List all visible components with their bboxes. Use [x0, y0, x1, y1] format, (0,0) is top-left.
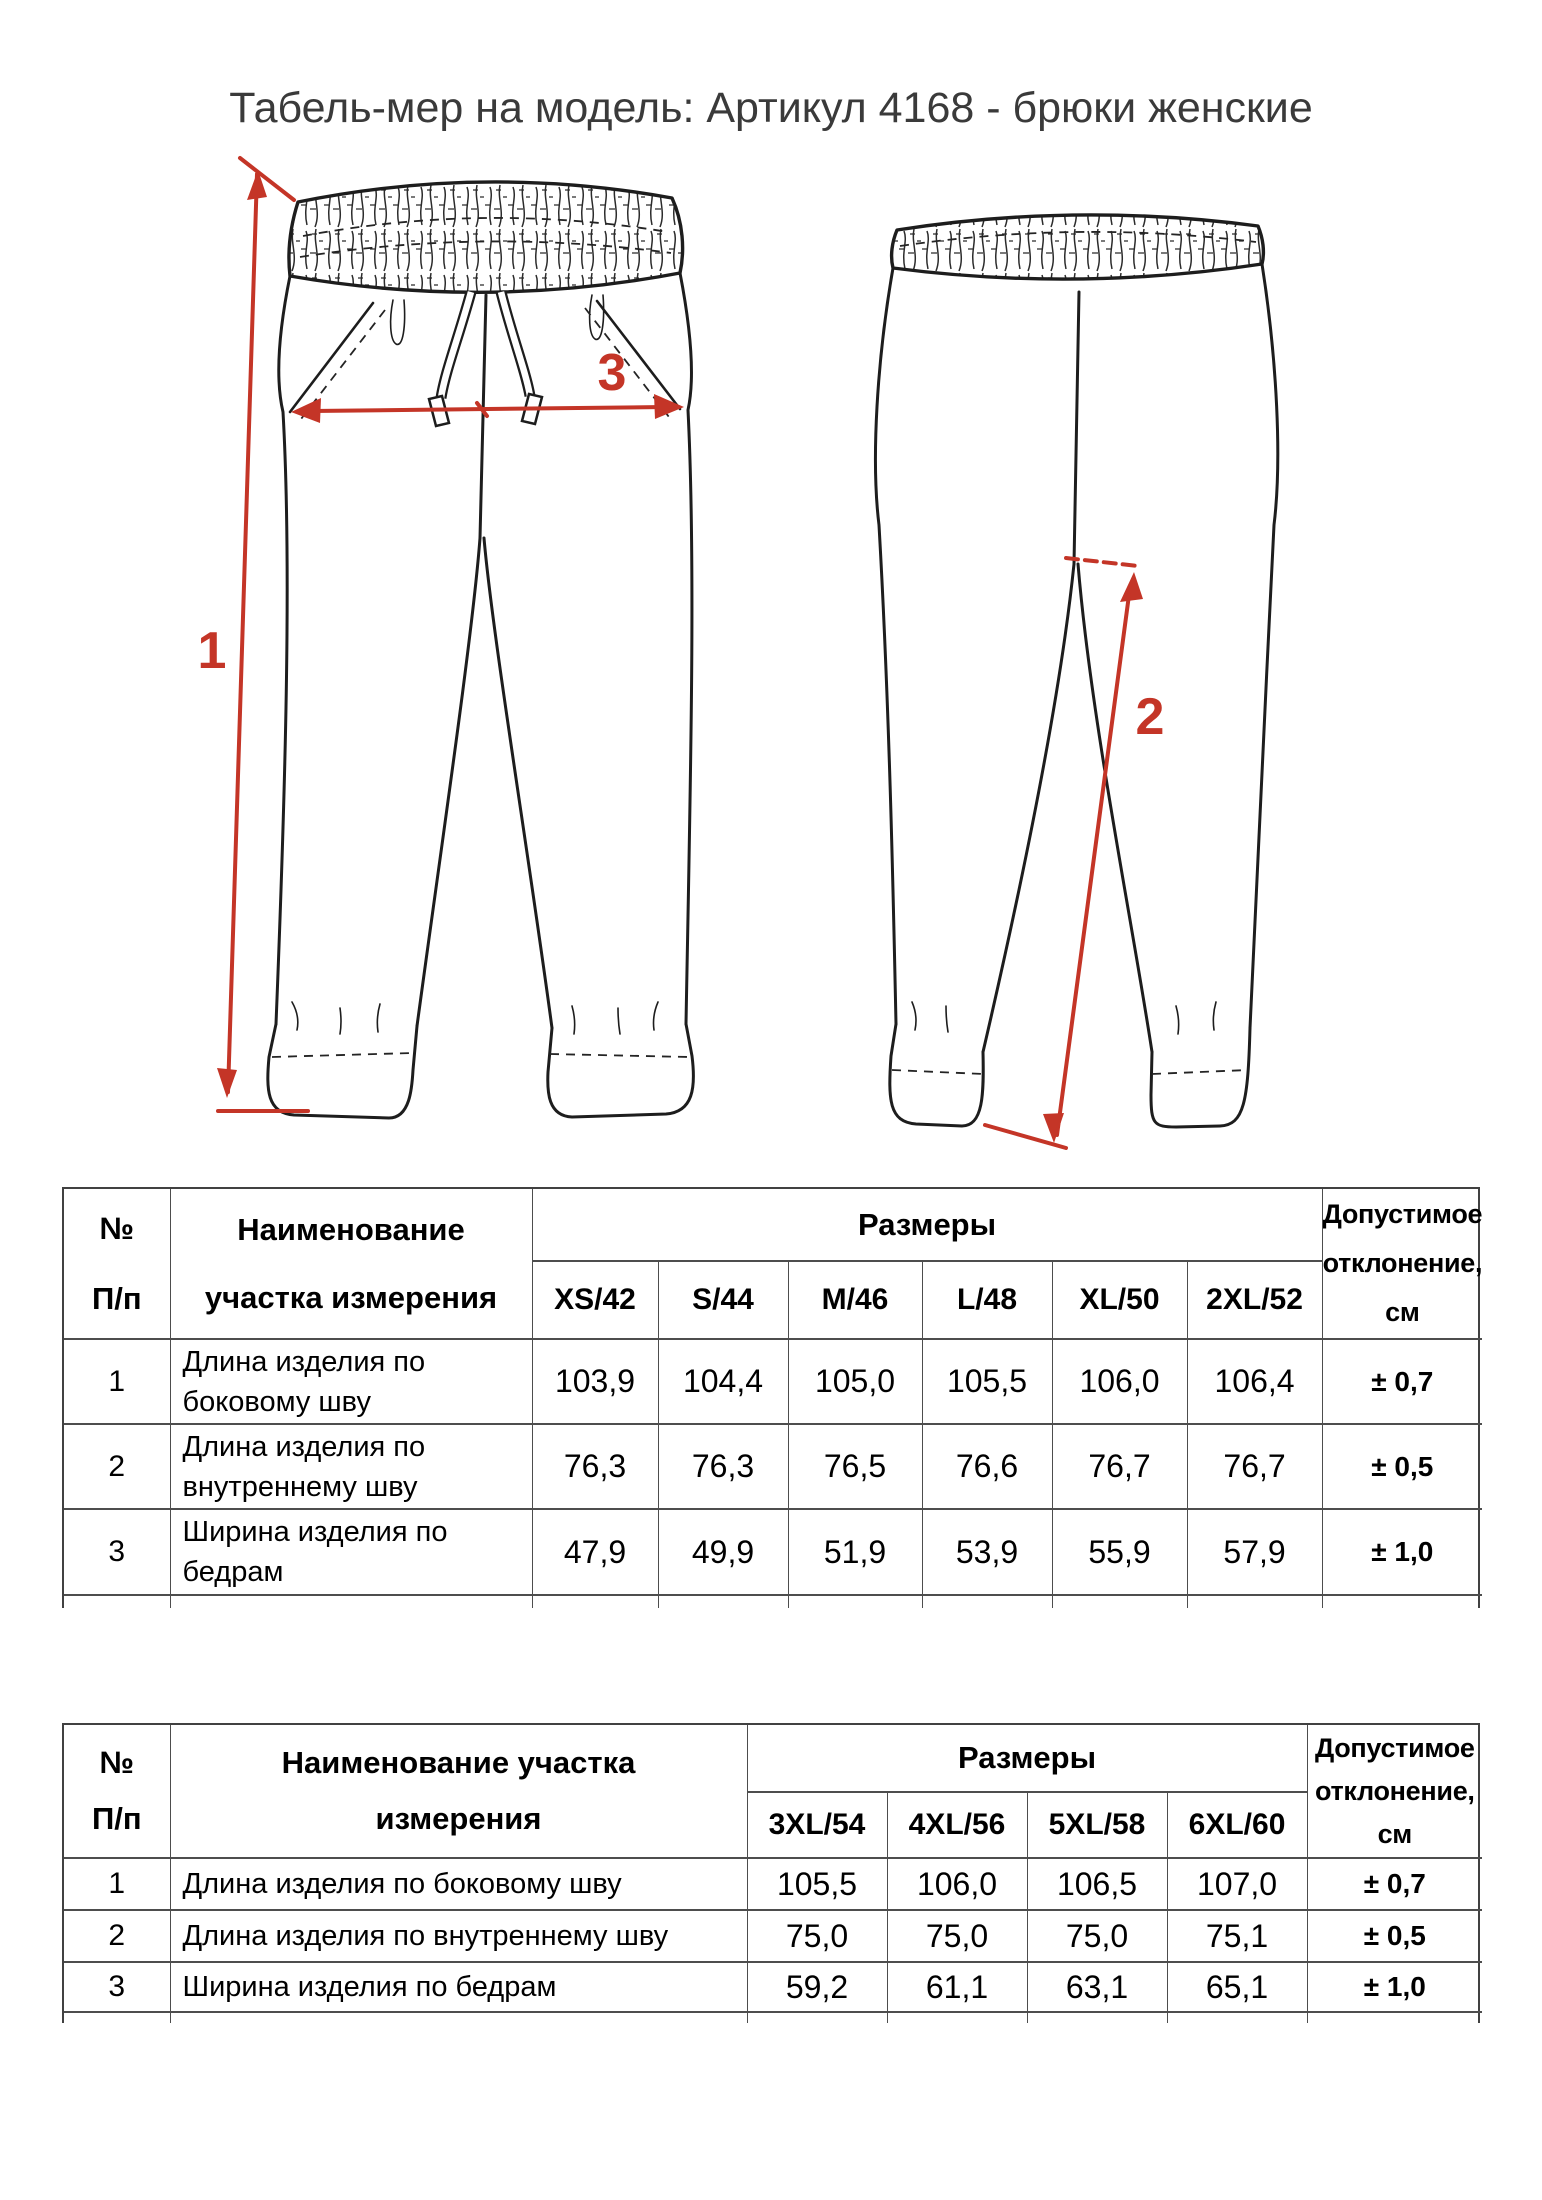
- value-cell: 59,2: [747, 1962, 887, 2012]
- size-table-large-sizes: [62, 1723, 1480, 2023]
- value-cell: 105,5: [922, 1339, 1052, 1424]
- value-cell: 63,1: [1027, 1962, 1167, 2012]
- value-cell: 106,4: [1187, 1339, 1322, 1424]
- row-number: 2: [64, 1424, 170, 1509]
- measurement-name: Ширина изделия по бедрам: [170, 1962, 747, 2012]
- size-table-small-sizes: [62, 1187, 1483, 1608]
- front-waistband: [289, 182, 683, 292]
- belt-loop: [391, 300, 405, 344]
- value-cell: 65,1: [1167, 1962, 1307, 2012]
- value-cell: 76,3: [532, 1424, 658, 1509]
- value-cell: 76,7: [1052, 1424, 1187, 1509]
- size-header: 6XL/60: [1167, 1792, 1307, 1858]
- column-header-tolerance: Допустимое отклонение, см: [1307, 1725, 1482, 1858]
- row-number: 1: [64, 1858, 170, 1910]
- size-header: L/48: [922, 1261, 1052, 1339]
- value-cell: 75,0: [1027, 1910, 1167, 1962]
- value-cell: 76,3: [658, 1424, 788, 1509]
- value-cell: 105,5: [747, 1858, 887, 1910]
- sizes-group-header: Размеры: [747, 1725, 1307, 1792]
- page-title: Табель-мер на модель: Артикул 4168 - брюки женские: [229, 84, 1313, 132]
- value-cell: 61,1: [887, 1962, 1027, 2012]
- value-cell: 55,9: [1052, 1509, 1187, 1595]
- value-cell: 47,9: [532, 1509, 658, 1595]
- measurement-name: Длина изделия по внутреннему шву: [170, 1910, 747, 1962]
- table-row: [64, 1962, 1482, 2012]
- value-cell: 103,9: [532, 1339, 658, 1424]
- value-cell: 76,6: [922, 1424, 1052, 1509]
- value-cell: 105,0: [788, 1339, 922, 1424]
- measurement-arrow-3: [291, 344, 684, 423]
- value-cell: 49,9: [658, 1509, 788, 1595]
- size-header: 3XL/54: [747, 1792, 887, 1858]
- value-cell: 57,9: [1187, 1509, 1322, 1595]
- tolerance-cell: ± 1,0: [1322, 1509, 1482, 1595]
- value-cell: 75,0: [887, 1910, 1027, 1962]
- table-bottom-sliver: [64, 1595, 1482, 1608]
- tolerance-cell: ± 0,5: [1322, 1424, 1482, 1509]
- value-cell: 106,5: [1027, 1858, 1167, 1910]
- size-header: XL/50: [1052, 1261, 1187, 1339]
- size-header: 5XL/58: [1027, 1792, 1167, 1858]
- garment-technical-drawing: [140, 140, 1420, 1150]
- table-row: [64, 1339, 1482, 1424]
- measurement-arrow-2: [985, 558, 1164, 1148]
- measurement-name: Длина изделия по внутреннему шву: [170, 1424, 532, 1509]
- tolerance-cell: ± 0,7: [1307, 1858, 1482, 1910]
- back-waistband: [892, 215, 1264, 279]
- value-cell: 106,0: [1052, 1339, 1187, 1424]
- table-row: [64, 1424, 1482, 1509]
- column-header-tolerance: Допустимое отклонение, см: [1322, 1189, 1482, 1339]
- arrow-2-label: 2: [1135, 688, 1165, 746]
- table-row: [64, 1910, 1482, 1962]
- tolerance-cell: ± 0,7: [1322, 1339, 1482, 1424]
- column-header-number: № П/п: [64, 1725, 170, 1858]
- back-right-cuff: [1151, 1002, 1250, 1127]
- value-cell: 51,9: [788, 1509, 922, 1595]
- table-bottom-sliver: [64, 2012, 1482, 2023]
- tolerance-cell: ± 0,5: [1307, 1910, 1482, 1962]
- value-cell: 106,0: [887, 1858, 1027, 1910]
- row-number: 3: [64, 1509, 170, 1595]
- row-number: 1: [64, 1339, 170, 1424]
- tolerance-cell: ± 1,0: [1307, 1962, 1482, 2012]
- value-cell: 76,5: [788, 1424, 922, 1509]
- sizes-group-header: Размеры: [532, 1189, 1322, 1261]
- size-header: XS/42: [532, 1261, 658, 1339]
- measurement-name: Длина изделия по боковому шву: [170, 1339, 532, 1424]
- size-header: 2XL/52: [1187, 1261, 1322, 1339]
- measurement-name: Ширина изделия по бедрам: [170, 1509, 532, 1595]
- size-header: S/44: [658, 1261, 788, 1339]
- arrow-1-label: 1: [197, 622, 227, 680]
- value-cell: 75,1: [1167, 1910, 1307, 1962]
- measurement-arrow-1: [198, 158, 308, 1111]
- back-left-cuff: [890, 1002, 983, 1126]
- arrow-3-label: 3: [597, 344, 627, 402]
- value-cell: 76,7: [1187, 1424, 1322, 1509]
- back-view-drawing: [875, 215, 1277, 1148]
- back-center-seam: [1074, 292, 1079, 564]
- row-number: 3: [64, 1962, 170, 2012]
- measurement-name: Длина изделия по боковому шву: [170, 1858, 747, 1910]
- value-cell: 53,9: [922, 1509, 1052, 1595]
- size-header: 4XL/56: [887, 1792, 1027, 1858]
- size-header: M/46: [788, 1261, 922, 1339]
- front-right-cuff: [548, 1002, 694, 1117]
- table-row: [64, 1509, 1482, 1595]
- value-cell: 107,0: [1167, 1858, 1307, 1910]
- column-header-name: Наименование участка измерения: [170, 1725, 747, 1858]
- row-number: 2: [64, 1910, 170, 1962]
- front-view-drawing: [198, 158, 694, 1118]
- value-cell: 104,4: [658, 1339, 788, 1424]
- column-header-number: № П/п: [64, 1189, 170, 1339]
- front-left-cuff: [268, 1002, 417, 1118]
- value-cell: 75,0: [747, 1910, 887, 1962]
- table-row: [64, 1858, 1482, 1910]
- column-header-name: Наименование участка измерения: [170, 1189, 532, 1339]
